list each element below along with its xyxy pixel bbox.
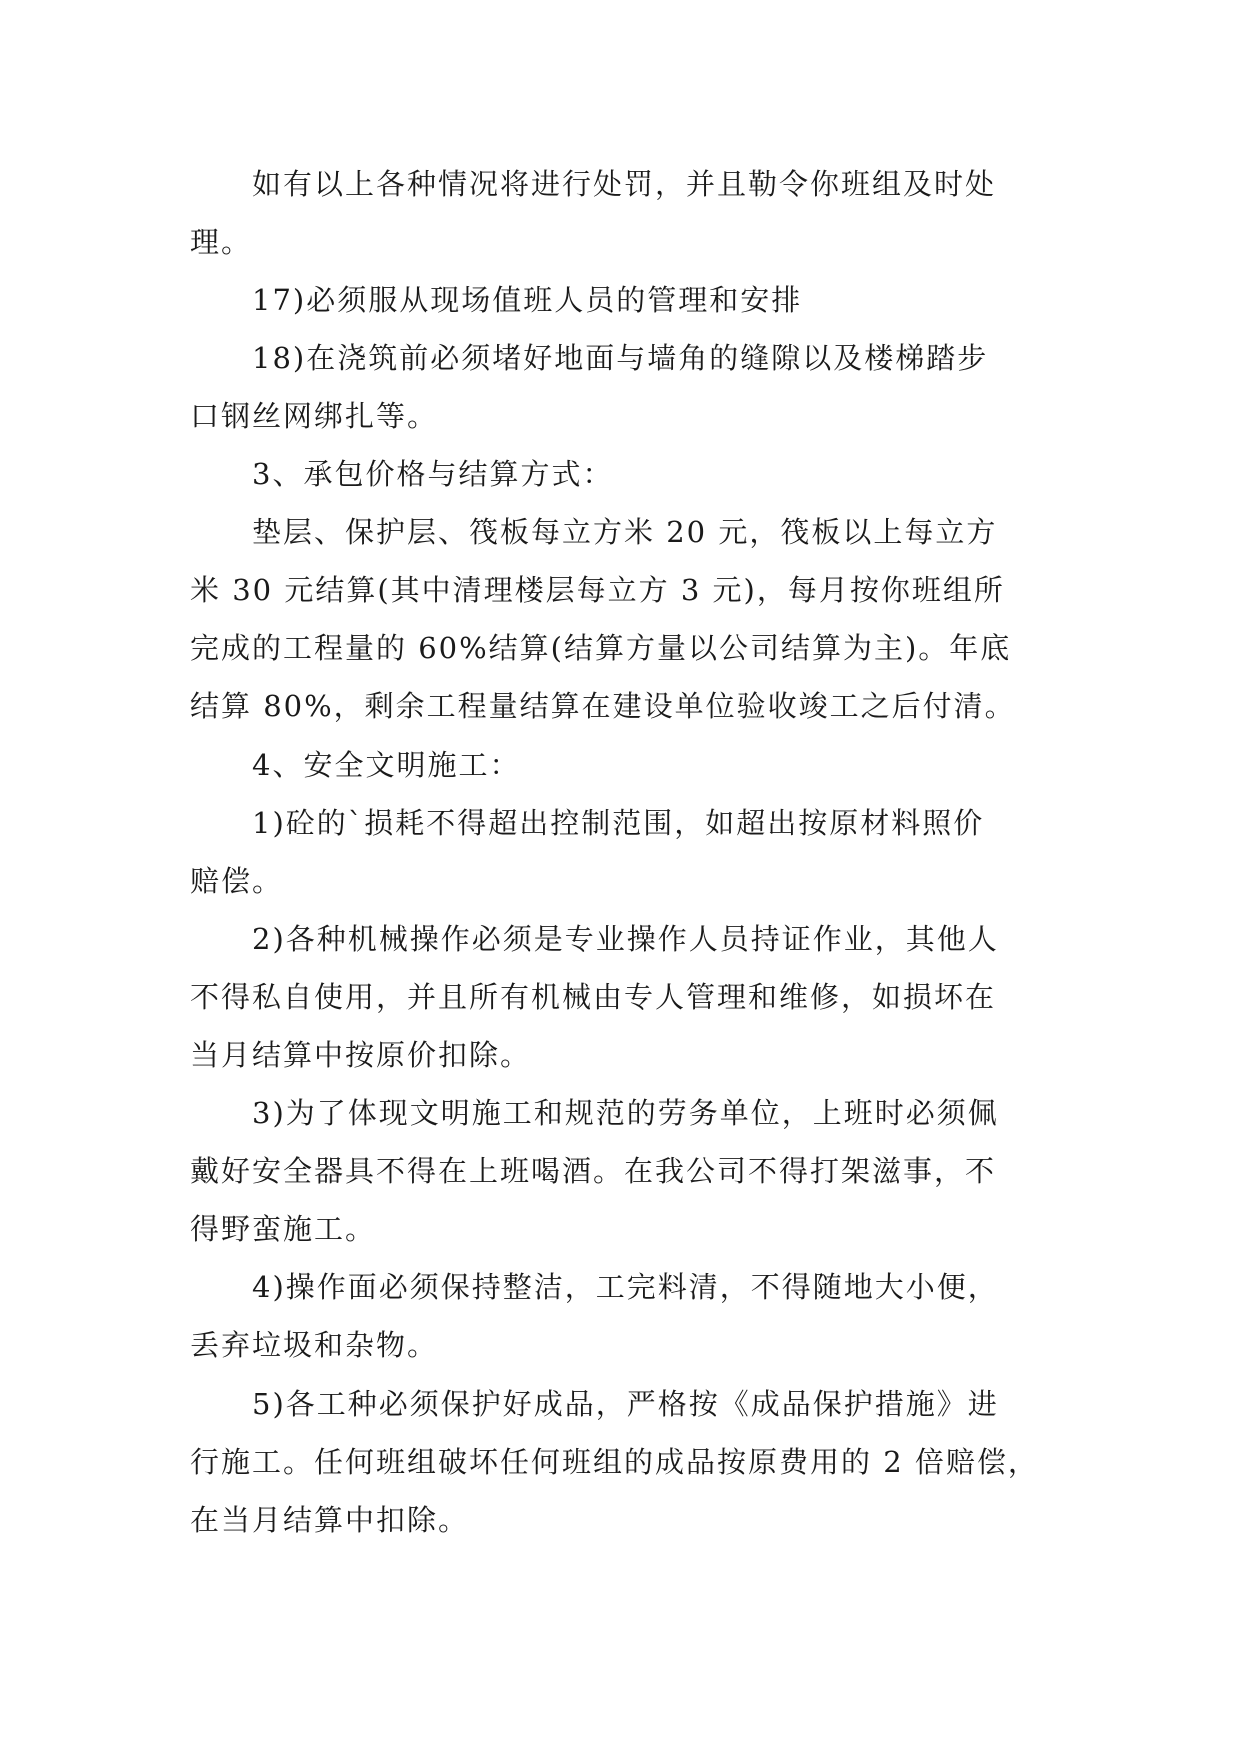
text-line: 2)各种机械操作必须是专业操作人员持证作业，其他人 — [252, 922, 999, 956]
text-line: 5)各工种必须保护好成品，严格按《成品保护措施》进 — [252, 1387, 999, 1421]
text-line: 不得私自使用，并且所有机械由专人管理和维修，如损坏在 — [190, 980, 997, 1014]
text-line: 在当月结算中扣除。 — [190, 1503, 470, 1537]
text-line: 当月结算中按原价扣除。 — [190, 1038, 532, 1072]
text-line: 4)操作面必须保持整洁，工完料清，不得随地大小便， — [252, 1270, 999, 1304]
text-line: 结算 80%，剩余工程量结算在建设单位验收竣工之后付清。 — [190, 689, 1016, 723]
text-line: 垫层、保护层、筏板每立方米 20 元，筏板以上每立方 — [252, 515, 998, 549]
text-line: 完成的工程量的 60%结算(结算方量以公司结算为主)。年底 — [190, 631, 1012, 665]
text-line: 如有以上各种情况将进行处罚，并且勒令你班组及时处 — [252, 167, 997, 201]
text-line: 丢弃垃圾和杂物。 — [190, 1328, 439, 1362]
text-line: 米 30 元结算(其中清理楼层每立方 3 元)，每月按你班组所 — [190, 573, 1005, 607]
section-heading: 4、安全文明施工： — [252, 748, 521, 782]
text-line: 口钢丝网绑扎等。 — [190, 399, 439, 433]
text-line: 赔偿。 — [190, 864, 284, 898]
text-line: 3)为了体现文明施工和规范的劳务单位，上班时必须佩 — [252, 1096, 999, 1130]
section-heading: 3、承包价格与结算方式： — [252, 457, 614, 491]
text-line: 得野蛮施工。 — [190, 1212, 377, 1246]
text-line: 戴好安全器具不得在上班喝酒。在我公司不得打架滋事，不 — [190, 1154, 997, 1188]
text-line: 行施工。任何班组破坏任何班组的成品按原费用的 2 倍赔偿， — [190, 1445, 1039, 1479]
text-line: 1)砼的`损耗不得超出控制范围，如超出按原材料照价 — [252, 806, 985, 840]
text-line: 18)在浇筑前必须堵好地面与墙角的缝隙以及楼梯踏步 — [252, 341, 989, 375]
text-line: 理。 — [190, 225, 253, 259]
text-line: 17)必须服从现场值班人员的管理和安排 — [252, 283, 803, 317]
